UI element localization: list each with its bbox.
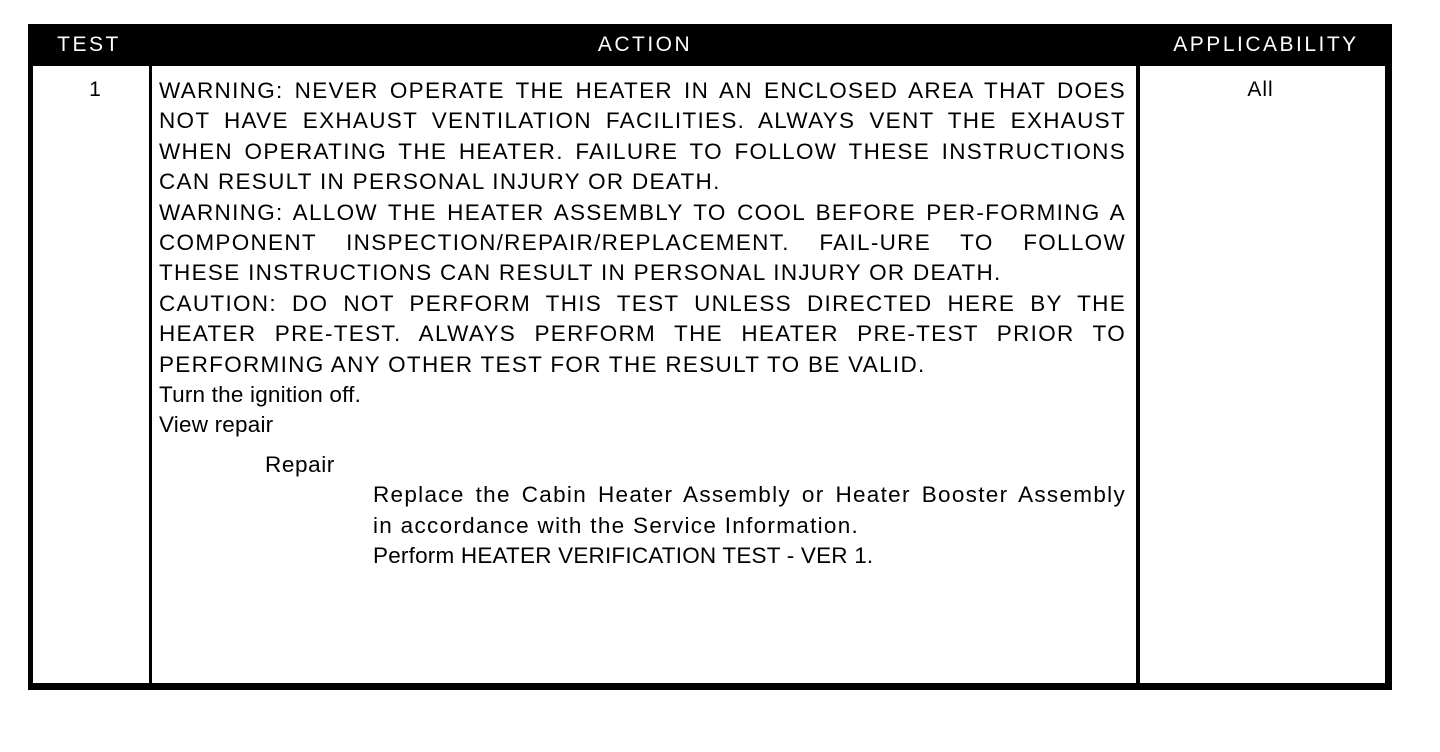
warning-exhaust: WARNING: NEVER OPERATE THE HEATER IN AN ENCLOSED AREA THAT DOES NOT HAVE EXHAUST VENTILATION FACILITIES. ALWAYS VENT THE EXHAUST WHEN OPERATING THE HEATER. FAILURE TO FOLLOW THESE INSTRUCTIONS CAN RESULT IN PERSONAL INJURY OR DEATH. — [159, 78, 1126, 195]
test-number: 1 — [89, 78, 101, 101]
diagnostic-test-table — [28, 24, 1392, 690]
repair-replace-assembly: Replace the Cabin Heater Assembly or Heater Booster Assembly in accordance with the Service Information. — [373, 482, 1126, 538]
applicability-cell — [1140, 66, 1385, 683]
repair-verification-test: Perform HEATER VERIFICATION TEST - VER 1. — [373, 543, 874, 569]
repair-instructions — [159, 480, 1126, 571]
warning-cool-down: WARNING: ALLOW THE HEATER ASSEMBLY TO COOL BEFORE PER-FORMING A COMPONENT INSPECTION/REPAIR/REPLACEMENT. FAIL-URE TO FOLLOW THESE INSTRUCTIONS CAN RESULT IN PERSONAL INJURY OR DEATH. — [159, 199, 1126, 286]
step-view-repair: View repair — [159, 412, 274, 438]
test-cell — [33, 66, 149, 683]
header-applicability: APPLICABILITY — [1173, 33, 1359, 56]
caution-pre-test: CAUTION: DO NOT PERFORM THIS TEST UNLESS DIRECTED HERE BY THE HEATER PRE-TEST. ALWAYS PERFORM THE HEATER PRE-TEST PRIOR TO PERFORMING ANY OTHER TEST FOR THE RESULT TO BE VALID. — [159, 290, 1126, 377]
header-action: ACTION — [597, 33, 693, 56]
step-ignition-off: Turn the ignition off. — [159, 382, 362, 408]
applicability-value: All — [1247, 78, 1274, 101]
header-test: TEST — [57, 33, 121, 56]
repair-label: Repair — [265, 451, 335, 477]
action-cell — [152, 66, 1136, 683]
